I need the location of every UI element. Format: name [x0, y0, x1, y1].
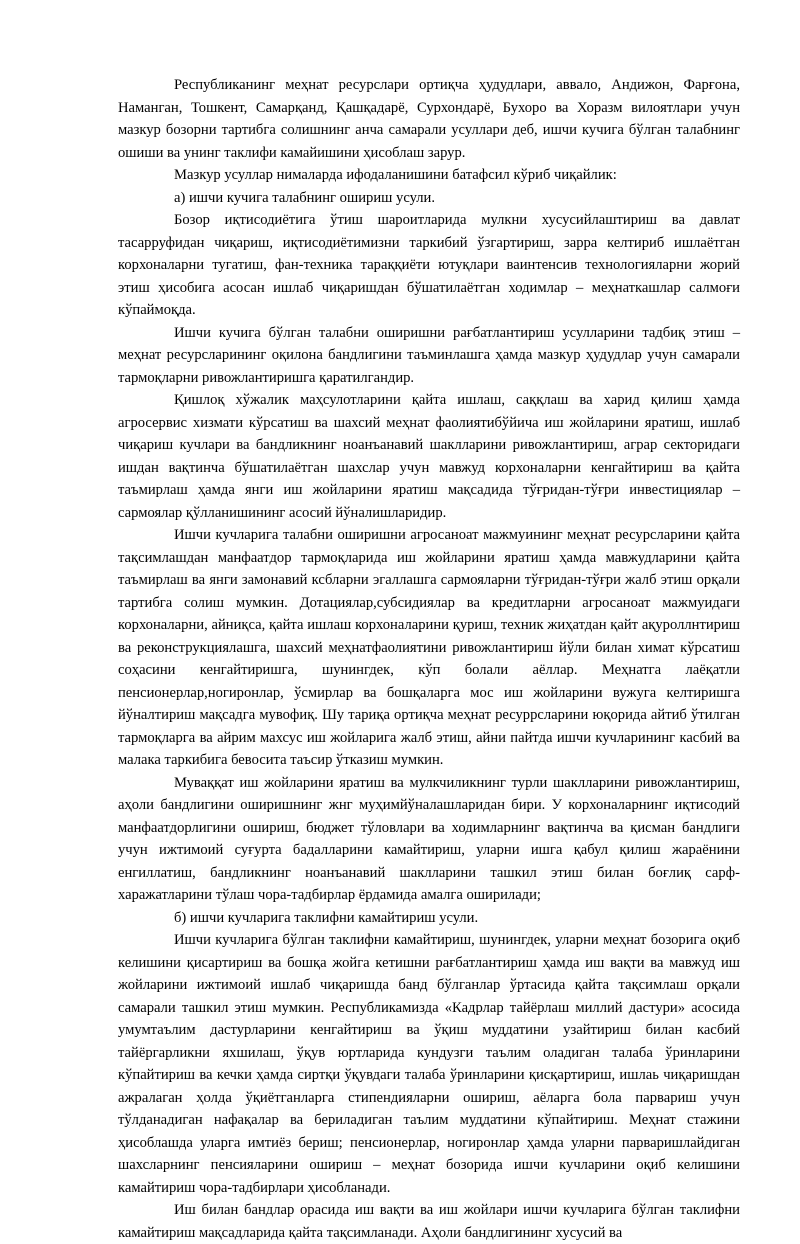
paragraph-methods-intro: Мазкур усуллар нималарда ифодаланишини батафсил кўриб чиқайлик: [174, 167, 617, 183]
paragraph-demand-incentives: Ишчи кучига бўлган талабни оширишни рағбатлантириш усулларини тадбиқ этиш – меҳнат ресурсларининг оқилона бандлигини таъминлашга ҳамда мазкур ҳудудлар учун самарали тармоқларни ривожлантиришга қаратилгандир. [118, 324, 740, 386]
subheading-supply-method: б) ишчи кучларига таклифни камайтириш усули. [174, 909, 479, 926]
paragraph-redistribution: Иш билан бандлар орасида иш вақти ва иш жойлари ишчи кучларига бўлган таклифни камайтириш мақсадларида қайта тақсимланади. Аҳоли бандлигининг хусусий ва [118, 1202, 740, 1241]
paragraph-temporary-jobs: Муваққат иш жойларини яратиш ва мулкчиликнинг турли шаклларини ривожлантириш, аҳоли бандлигини оширишнинг жнг муҳимйўналашларидан бири. У корхоналарнинг иқтисодий манфаатдорлигини ошириш, бюджет тўловлари ва ходимларнинг вақтинча ва қисман бандлиги учун ижтимоий суғурта бадалларини камайтириш, уларни ишга қабул қилиш жараёнини енгиллатиш, бандликнинг ноанъанавий шаклларини ташкил этиш билан боғлиқ сарф-харажатларини тўлаш чора-тадбирлар ёрдамида амалга оширилади; [118, 774, 740, 903]
paragraph-supply-reduction: Ишчи кучларига бўлган таклифни камайтириш, шунингдек, уларни меҳнат бозорига оқиб келишини қисартириш ва бошқа жойга кетишни рағбатлантириш ҳамда иш вақти ва мавжуд иш жойларини ижтимоий ишлаб чиқаришда банд бўлганлар ўртасида қайта тақсимлаш орқали самарали ташкил этиш мумкин. Республикамизда «Кадрлар тайёрлаш миллий дастури» асосида умумтаълим дастурларини кенгайтириш ва ўқиш муддатини узайтириш билан касбий тайёргарликни яхшилаш, ўқув юртларида кундузги таълим оладиган талаба ўринларини кўпайтириш ва кечки ҳамда сиртқи ўқувдаги талаба ўринларини қисқартириш, ишлаь чиқаришдан ажралаган ҳолда ўқиётганларга стипендияларни ошириш, аёларга бола парвариш учун тўлданадиган нафақалар ва бериладиган таълим муддатини кўпайтириш. Меҳнат стажини ҳисоблашда уларга имтиёз бериш; пенсионерлар, ногиронлар ҳамда уларни парваришлайдиган шахсларнинг пенсияларини ошириш – меҳнат бозорида ишчи кучларини оқиб келишини камайтириш чора-тадбирлари ҳисобланади. [118, 932, 740, 1196]
paragraph-agroindustrial-complex: Ишчи кучларига талабни оширишни агросаноат мажмуининг меҳнат ресурсларини қайта тақсимлашдан манфаатдор тармоқларида иш жойларини яратиш ҳамда мавжудларини қайта таъмирлаш ва янги замонавий ксбларни эгаллашга сармояларни тўғридан-тўғри жалб этиш орқали тартибга солиш мумкин. Дотациялар,субсидиялар ва кредитларни агросаноат мажмуидаги корхоналарни, айниқса, қайта ишлаш корхоналарини қуриш, техник жиҳатдан қайт ақуроллнтириш ва реконструкциялашга, шахсий меҳнатфаолиятини ривожлантириш йўли билан химат кўрсатиш соҳасини кенгайтиришга, шунингдек, кўп болали аёллар. Меҳнатга лаёқатли пенсионерлар,ногиронлар, ўсмирлар ва бошқаларга мос иш жойларини вужуга келтиришга йўналтириш мақсадга мувофиқ. Шу тариқа ортиқча меҳнат ресуррсларини юқорида айтиб ўтилган тармоқларга ва айрим махсус иш жойларига жалб этиш, айни пайтда ишчи кучларининг касбий ва малака таркибига бевосита таъсир ўтказиш мумкин. [118, 527, 740, 768]
paragraph-market-transition: Бозор иқтисодиётига ўтиш шароитларида мулкни хусусийлаштириш ва давлат тасарруфидан чиқариш, иқтисодиётимизни таркибий ўзгартириш, зарра келтириб ишлаётган корхоналарни тугатиш, фан-техника тараққиёти ютуқлари ваинтенсив технологияларни жорий этиш ҳисобига асосан ишлаб чиқаришдан бўшатилаётган ходимлар – меҳнаткашлар салмоғи кўпаймоқда. [118, 212, 740, 318]
paragraph-agriculture-processing: Қишлоқ хўжалик маҳсулотларини қайта ишлаш, саққлаш ва харид қилиш ҳамда агросервис хизмати кўрсатиш ва шахсий меҳнат фаолиятибўйича иш жойларини яратиш, ишлаб чиқариш кучлари ва бандликнинг ноанъанавий шаклларини ривожлантириш, аграр секторидаги ишдан вақтинча бўшатилаётган шахслар учун мавжуд корхоналарни кенгайтириш ва қайта таъмирлаш ҳамда янги иш жойларини яратиш мақсадида тўғридан-тўғри инвестициялар – сармоялар қўлланишининг асосий йўналишларидир. [118, 392, 740, 521]
paragraph-regional-labor-surplus: Республиканинг меҳнат ресурслари ортиқча ҳудудлари, аввало, Андижон, Фарғона, Наманган, Тошкент, Самарқанд, Қашқадарё, Сурхондарё, Бухоро ва Хоразм вилоятлари учун мазкур бозорни тартибга солишнинг анча самарали усуллари деб, ишчи кучига бўлган талабнинг ошиши ва унинг таклифи камайишини ҳисоблаш зарур. [118, 77, 740, 161]
subheading-demand-method: а) ишчи кучига талабнинг ошириш усули. [174, 189, 435, 206]
